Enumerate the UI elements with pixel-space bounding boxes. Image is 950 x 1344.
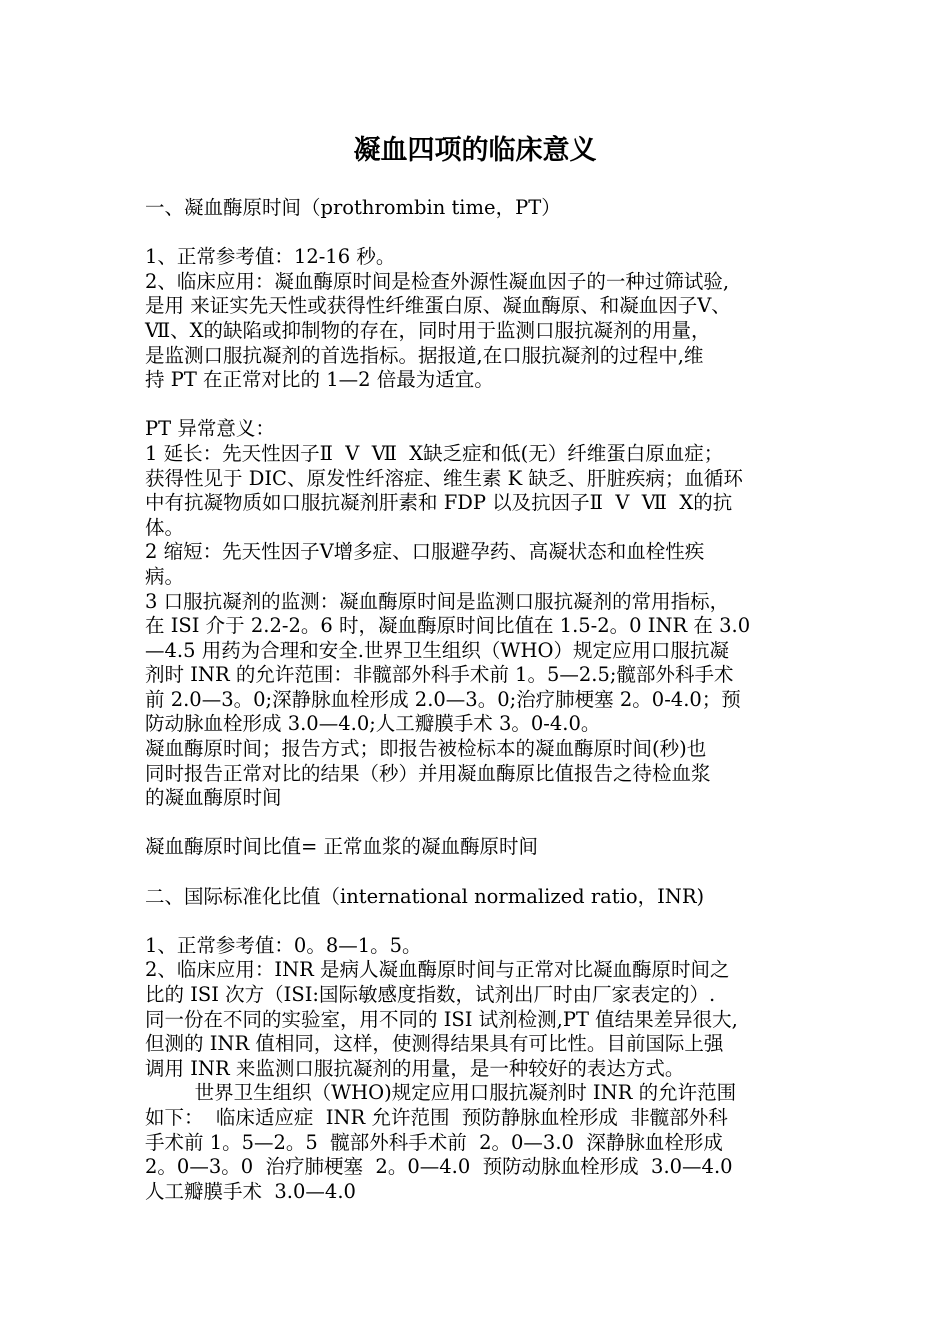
- blank-line: [145, 909, 825, 934]
- text-line: 凝血酶原时间；报告方式；即报告被检标本的凝血酶原时间(秒)也: [145, 737, 707, 761]
- text-line: 世界卫生组织（WHO)规定应用口服抗凝剂时 INR 的允许范围: [145, 1081, 737, 1105]
- text-line: 1、正常参考值：0。8—1。5。: [145, 933, 422, 957]
- text-line: 调用 INR 来监测口服抗凝剂的用量，是一种较好的表达方式。: [145, 1056, 685, 1080]
- text-line: 2。0—3。0 治疗肺梗塞 2。0—4.0 预防动脉血栓形成 3.0—4.0: [145, 1155, 733, 1179]
- text-line: 2、临床应用：凝血酶原时间是检查外源性凝血因子的一种过筛试验,: [145, 269, 730, 293]
- text-line: 如下： 临床适应症 INR 允许范围 预防静脉血栓形成 非髋部外科: [145, 1105, 728, 1129]
- text-line: 手术前 1。5—2。5 髋部外科手术前 2。0—3.0 深静脉血栓形成: [145, 1130, 723, 1154]
- text-line: 持 PT 在正常对比的 1—2 倍最为适宜。: [145, 368, 494, 392]
- text-line: 1、正常参考值：12-16 秒。: [145, 245, 396, 269]
- blank-line: [145, 811, 825, 836]
- text-line: 中有抗凝物质如口服抗凝剂肝素和 FDP 以及抗因子Ⅱ Ⅴ Ⅶ Ⅹ的抗: [145, 491, 733, 515]
- blank-line: [145, 393, 825, 418]
- text-line: 一、凝血酶原时间（prothrombin time，PT）: [145, 196, 561, 219]
- text-line: 凝血酶原时间比值= 正常血浆的凝血酶原时间: [145, 835, 539, 859]
- text-line: Ⅶ、Ⅹ的缺陷或抑制物的存在，同时用于监测口服抗凝剂的用量，: [145, 318, 711, 342]
- text-line: 1 延长：先天性因子Ⅱ Ⅴ Ⅶ Ⅹ缺乏症和低(无）纤维蛋白原血症；: [145, 441, 724, 465]
- text-line: 2、临床应用：INR 是病人凝血酶原时间与正常对比凝血酶原时间之: [145, 958, 730, 982]
- page-title: 凝血四项的临床意义: [353, 135, 597, 166]
- text-line: —4.5 用药为合理和安全.世界卫生组织（WHO）规定应用口服抗凝: [145, 638, 729, 662]
- text-line: 是用 来证实先天性或获得性纤维蛋白原、凝血酶原、和凝血因子Ⅴ、: [145, 294, 731, 318]
- text-line: 体。: [145, 515, 185, 539]
- text-line: 是监测口服抗凝剂的首选指标。据报道,在口服抗凝剂的过程中,维: [145, 343, 704, 367]
- blank-line: [145, 860, 825, 885]
- blank-line: [145, 221, 825, 246]
- document-body: [145, 196, 825, 1204]
- text-line: 病。: [145, 564, 185, 588]
- text-line: 但测的 INR 值相同，这样，使测得结果具有可比性。目前国际上强: [145, 1032, 724, 1056]
- text-line: 的凝血酶原时间: [145, 786, 282, 810]
- text-line: 2 缩短：先天性因子Ⅴ增多症、口服避孕药、高凝状态和血栓性疾: [145, 540, 705, 564]
- text-line: 获得性见于 DIC、原发性纤溶症、维生素 K 缺乏、肝脏疾病；血循环: [145, 466, 743, 490]
- text-line: 3 口服抗凝剂的监测：凝血酶原时间是监测口服抗凝剂的常用指标，: [145, 589, 730, 613]
- text-line: 剂时 INR 的允许范围：非髋部外科手术前 1。5—2.5;髋部外科手术: [145, 663, 734, 687]
- text-line: 二、国际标准化比值（international normalized ratio，INR): [145, 884, 705, 908]
- text-line: 防动脉血栓形成 3.0—4.0;人工瓣膜手术 3。0-4.0。: [145, 712, 601, 736]
- text-line: PT 异常意义：: [145, 417, 275, 441]
- text-line: 在 ISI 介于 2.2-2。6 时，凝血酶原时间比值在 1.5-2。0 INR 在 3.0: [145, 614, 751, 638]
- text-line: 同一份在不同的实验室，用不同的 ISI 试剂检测,PT 值结果差异很大,: [145, 1007, 738, 1031]
- text-line: 人工瓣膜手术 3.0—4.0: [145, 1179, 356, 1203]
- text-line: 比的 ISI 次方（ISI:国际敏感度指数，试剂出厂时由厂家表定的）.: [145, 983, 716, 1006]
- text-line: 同时报告正常对比的结果（秒）并用凝血酶原比值报告之待检血浆: [145, 761, 711, 785]
- text-line: 前 2.0—3。0;深静脉血栓形成 2.0—3。0;治疗肺梗塞 2。0-4.0；预: [145, 687, 741, 711]
